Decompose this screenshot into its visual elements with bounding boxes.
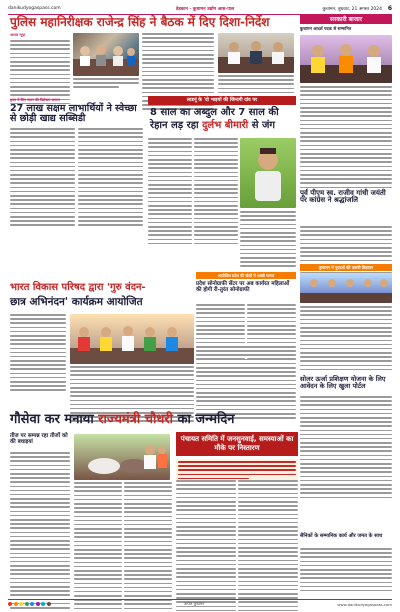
sidebar-award-photo: [300, 35, 392, 83]
story1-text-col3: [218, 75, 294, 98]
page-number: 6: [387, 5, 392, 12]
panchayat-headline: पंचायत समिति में जनसुनवाई, समस्याओं का मौके पर निस्तारण: [176, 432, 298, 456]
bharat-event-photo: [70, 314, 194, 364]
footer-dot: [14, 602, 18, 606]
footer-left-text: आपण कुचामन: [183, 601, 205, 606]
feature-strap: लाडनूं के 'दो भाइयों की जिन्दगी दांव पर: [148, 96, 296, 105]
sidebar-story-e-headline: सैनिकों के सम्मानिक कार्य और जमत के साथ: [300, 533, 383, 539]
sidebar-section-head: सरकारी बाजार: [300, 15, 392, 24]
feature-headline-line1: 8 साल का अब्दुल और 7 साल की: [150, 107, 279, 118]
bharat-headline-line1: भारत विकास परिषद द्वारा 'गुरु वंदन-: [10, 282, 146, 293]
story1-byline: आपण न्यूज़: [10, 33, 25, 37]
feature-text-col1: [148, 138, 192, 244]
gausewa-headline-part3: का जन्मदिन: [173, 412, 235, 427]
bharat-headline-line2: छात्र अभिनंदन' कार्यक्रम आयोजित: [10, 296, 143, 308]
sidebar-story-c-headline: कुचामन में युवाओं की ज़रूरी विज्ञापन: [300, 264, 392, 271]
story1-text-col1: [10, 33, 70, 104]
footer-dot: [8, 602, 12, 606]
panchayat-text-col2: [238, 480, 298, 611]
gausewa-headline-highlight: राज्यमंत्री चौधरी: [98, 412, 174, 427]
panchayat-text-col1: [176, 480, 236, 611]
footer-dot: [47, 602, 51, 606]
middle-right-text-lower: [196, 346, 296, 419]
sidebar-story-e-text: [300, 548, 392, 591]
sidebar-story-d-headline: सोलर ऊर्जा प्रशिक्षण योजना के लिए आवेदन के लिए खुला पोर्टल: [300, 375, 386, 390]
footer-rule: [8, 599, 392, 600]
feature-headline-highlight: दुर्लभ बीमारी: [202, 120, 249, 131]
sidebar-story-d-text: [300, 396, 392, 498]
story1-headline: पुलिस महानिरीक्षक राजेन्द्र सिंह ने बैठक में दिए दिशा-निर्देश: [10, 15, 270, 29]
feature-child-photo: [240, 138, 296, 208]
story2-kicker: हृदय में लिए स्थान की विशेषता समाज: [10, 98, 60, 102]
footer-dot: [19, 602, 23, 606]
feature-headline-line2: [150, 121, 298, 132]
feature-headline-part: रेहान लड़ रहा: [150, 120, 203, 131]
masthead-edition: डेडकान - कुचामन उद्योग आस-पास: [175, 6, 234, 12]
gausewa-cow-photo: [74, 434, 170, 480]
story2-text-col1: [10, 128, 75, 226]
left-bottom-headline: तीज पर सम्पन्न रहा तीजों को की बधाइयां: [10, 433, 68, 445]
gausewa-headline: [10, 413, 300, 427]
feature-headline-end: से जंग: [248, 120, 276, 131]
sidebar-story-b-headline: पूर्व पीएम स्व. राजीव गांधी जयंती पर कांग्रेस ने श्रद्धांजलि: [300, 189, 386, 205]
gausewa-text-col2: [124, 482, 172, 609]
story1-meeting-photo: [73, 33, 139, 76]
gausewa-text-col1: [74, 482, 122, 609]
page-footer: [8, 601, 392, 607]
footer-dot: [30, 602, 34, 606]
middle-right-headline: प्रदेश सोनोग्राफी सेंटर पर अब कार्यरत महिलाओं की होगी री-तुरंत सोनोग्राफी: [196, 281, 290, 293]
story1-officers-photo: [218, 33, 294, 73]
feature-text-col3: [240, 211, 296, 267]
middle-right-strap: आयोजित प्रदेश की खेलों में अच्छी फसल: [196, 272, 296, 279]
sidebar-story-a-headline: कुचामन आदर्श पदक से सम्मानित: [300, 26, 352, 31]
feature-text-col2: [194, 138, 238, 244]
story1-photo-caption: [73, 78, 139, 88]
page-masthead: [8, 4, 392, 13]
story2-headline: 27 लाख सक्षम लाभार्थियों ने स्वेच्छा से छोड़ी खाद्य सब्सिडी: [10, 103, 137, 124]
footer-dot: [25, 602, 29, 606]
panchayat-summary-box: [176, 459, 298, 481]
footer-dot: [36, 602, 40, 606]
masthead-date: कुचामन, बुधवार, 21 अगस्त 2024: [322, 6, 382, 12]
left-bottom-text: [10, 452, 70, 609]
sidebar-story-a-text: [300, 86, 392, 188]
footer-dot: [41, 602, 45, 606]
gausewa-headline-part1: गौसेवा कर मनाया: [10, 412, 99, 427]
story2-text-col2: [78, 128, 143, 226]
sidebar-group-photo: [300, 273, 392, 303]
bharat-text-col1: [10, 314, 66, 391]
masthead-url: danikudyogaspass.com: [8, 6, 61, 11]
footer-color-dots: [8, 602, 51, 606]
sidebar-story-c-text: [300, 306, 392, 370]
footer-right-text: www.danikudyogaspass.com: [337, 601, 392, 607]
